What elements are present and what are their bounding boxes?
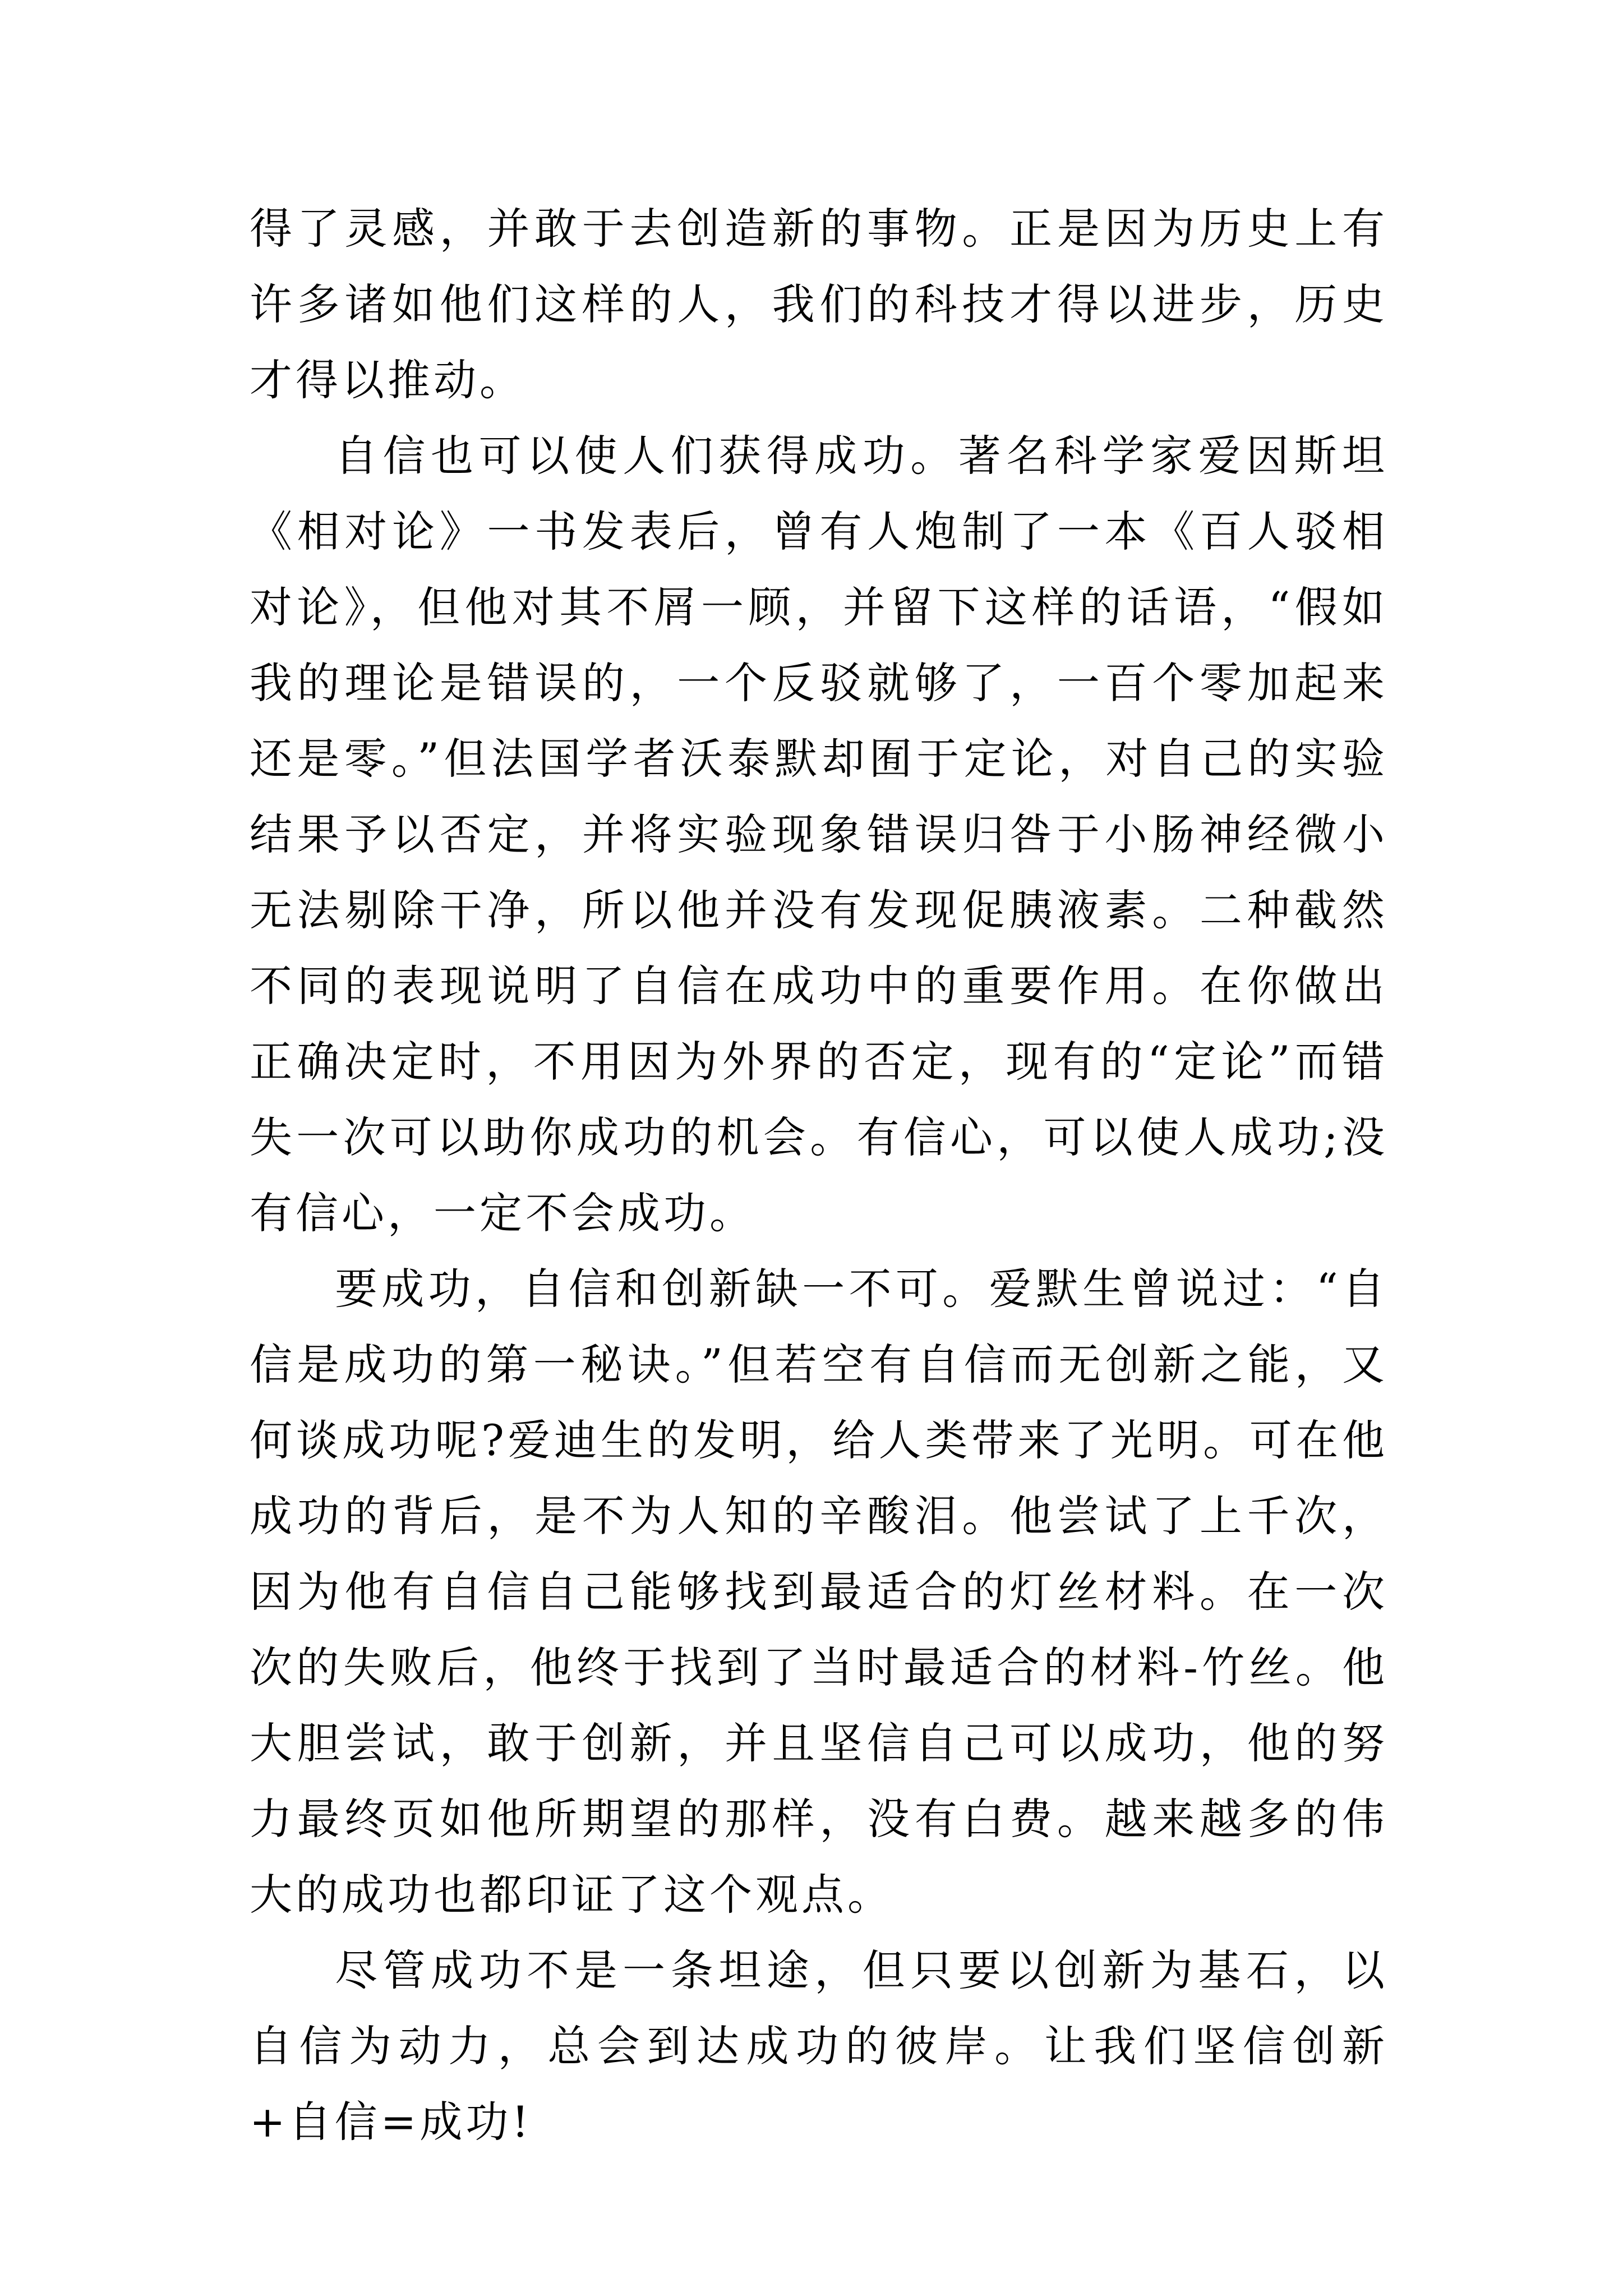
paragraph-continuation: 得了灵感，并敢于去创造新的事物。正是因为历史上有许多诸如他们这样的人，我们的科技才得以进步，历史才得以推动。 [250, 204, 1388, 405]
essay-body [250, 191, 1388, 2160]
paragraph-confidence: 自信也可以使人们获得成功。著名科学家爱因斯坦《相对论》一书发表后，曾有人炮制了一本《百人驳相对论》，但他对其不屑一顾，并留下这样的话语，“假如我的理论是错误的，一个反驳就够了，一百个零加起来还是零。”但法国学者沃泰默却囿于定论，对自己的实验结果予以否定，并将实验现象错误归咎于小肠神经微小无法剔除干净，所以他并没有发现促胰液素。二种截然不同的表现说明了自信在成功中的重要作用。在你做出正确决定时，不用因为外界的否定，现有的“定论”而错失一次可以助你成功的机会。有信心，可以使人成功;没有信心，一定不会成功。 [250, 431, 1388, 1238]
paragraph-confidence-and-innovation: 要成功，自信和创新缺一不可。爱默生曾说过：“自信是成功的第一秘诀。”但若空有自信而无创新之能，又何谈成功呢?爱迪生的发明，给人类带来了光明。可在他成功的背后，是不为人知的辛酸泪。他尝试了上千次，因为他有自信自己能够找到最适合的灯丝材料。在一次次的失败后，他终于找到了当时最适合的材料-竹丝。他大胆尝试，敢于创新，并且坚信自己可以成功，他的努力最终页如他所期望的那样，没有白费。越来越多的伟大的成功也都印证了这个观点。 [250, 1264, 1388, 1920]
paragraph-conclusion: 尽管成功不是一条坦途，但只要以创新为基石，以自信为动力，总会到达成功的彼岸。让我们坚信创新+自信=成功! [250, 1945, 1388, 2147]
